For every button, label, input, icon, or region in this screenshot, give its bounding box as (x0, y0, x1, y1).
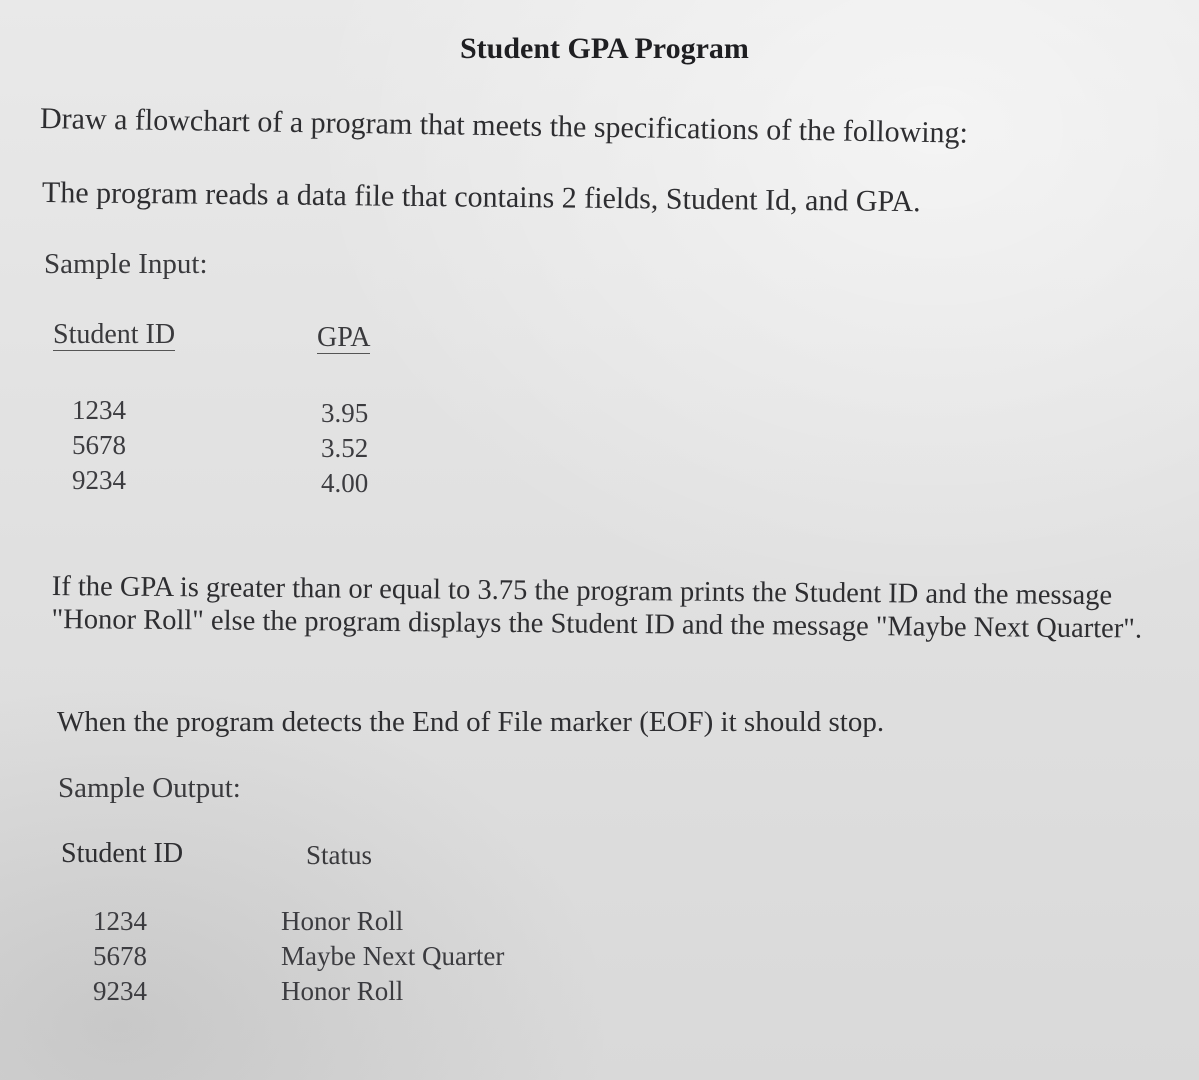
input-header-gpa: GPA (317, 322, 371, 353)
input-row-gpa: 3.52 (321, 433, 369, 463)
output-row-id: 9234 (93, 976, 147, 1006)
input-row-id: 9234 (72, 465, 126, 495)
input-id-column (72, 393, 126, 498)
input-row-id: 1234 (72, 395, 126, 425)
sample-input-label: Sample Input: (44, 248, 208, 280)
eof-text: When the program detects the End of File marker (EOF) it should stop. (57, 706, 885, 738)
input-row-gpa: 3.95 (321, 398, 369, 428)
output-row-status: Honor Roll (281, 906, 404, 936)
output-row-id: 1234 (93, 906, 147, 936)
sample-output-label: Sample Output: (58, 772, 241, 804)
description-text: The program reads a data file that contains 2 fields, Student Id, and GPA. (41, 176, 921, 219)
output-row-id: 5678 (93, 941, 147, 971)
rule-text: If the GPA is greater than or equal to 3.75 the program prints the Student ID and the message "Honor Roll" else the program displays the Student ID and the message "Maybe Next Quarter". (51, 570, 1143, 645)
page-title: Student GPA Program (460, 32, 749, 65)
input-header-student-id: Student ID (53, 319, 176, 350)
intro-text: Draw a flowchart of a program that meets the specifications of the following: (39, 102, 969, 150)
input-row-id: 5678 (72, 430, 126, 460)
output-id-column (93, 904, 147, 1009)
output-row-status: Honor Roll (281, 976, 404, 1006)
input-row-gpa: 4.00 (321, 468, 369, 498)
output-header-student-id: Student ID (61, 838, 184, 869)
output-row-status: Maybe Next Quarter (281, 941, 505, 971)
output-header-status: Status (306, 840, 373, 870)
output-status-column (281, 904, 504, 1009)
input-gpa-column (321, 396, 368, 501)
